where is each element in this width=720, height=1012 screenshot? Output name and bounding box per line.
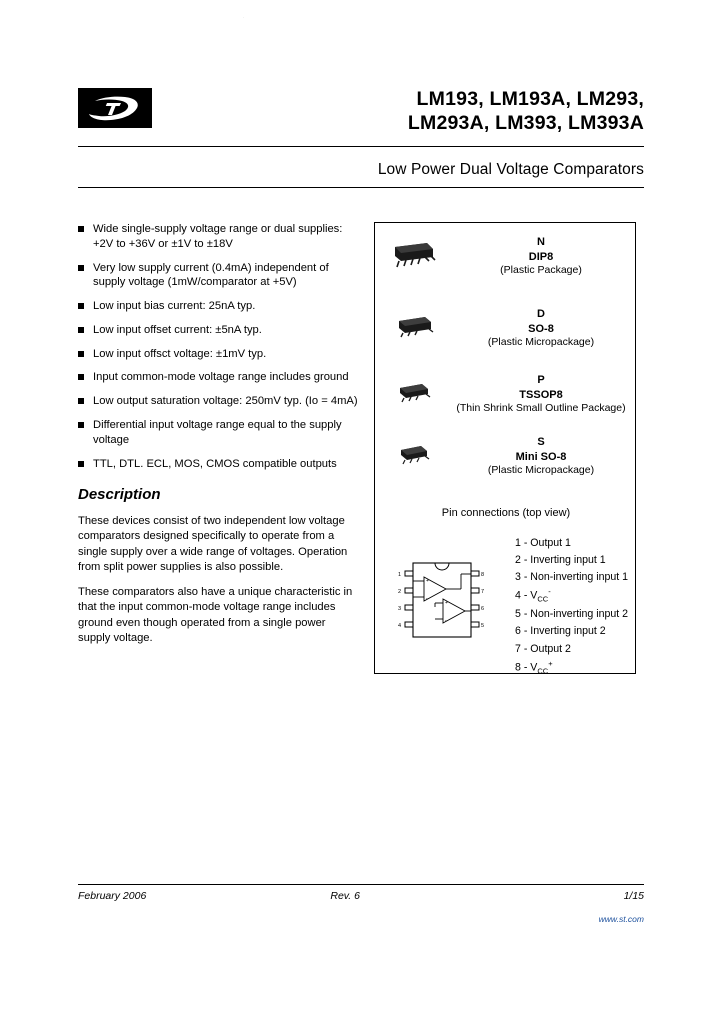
package-and-pinout-box (374, 222, 636, 674)
dip8-package-icon (375, 237, 453, 276)
footer-website-link[interactable]: www.st.com (598, 914, 644, 924)
pin-item: 1 - Output 1 (515, 537, 571, 549)
svg-text:–: – (426, 596, 429, 602)
package-entry-minso8 (375, 435, 637, 478)
so8-package-icon (375, 311, 453, 346)
package-desc: (Plastic Micropackage) (487, 464, 595, 477)
square-bullet-icon (78, 422, 84, 428)
svg-text:3: 3 (398, 606, 402, 612)
package-code: Mini SO-8 (515, 450, 567, 463)
feature-text: Input common-mode voltage range includes ground (93, 371, 349, 384)
square-bullet-icon (78, 327, 84, 333)
pin-item: 5 - Non-inverting input 2 (515, 608, 629, 621)
svg-text:6: 6 (481, 606, 485, 612)
svg-text:5: 5 (481, 623, 485, 629)
st-logo (78, 88, 152, 128)
feature-item (78, 347, 360, 362)
package-code: SO-8 (528, 322, 554, 335)
svg-text:7: 7 (481, 589, 485, 595)
description-paragraph: These devices consist of two independent low voltage comparators designed specifically to operate from a single supply over a wide range of voltages. Operation from split power supplies is also possible. (78, 515, 348, 573)
svg-text:2: 2 (398, 589, 402, 595)
feature-text: Low input offsct voltage: ±1mV typ. (93, 347, 267, 360)
pin-item: $4 - V_{CC}^-$ (515, 587, 551, 605)
pin-item: 7 - Output 2 (515, 642, 571, 655)
paper-speck: . (243, 14, 245, 20)
footer-page-number: 1/15 (623, 890, 644, 902)
package-desc: (Plastic Micropackage) (487, 336, 595, 349)
square-bullet-icon (78, 265, 84, 271)
square-bullet-icon (78, 303, 84, 309)
package-letter: D (537, 308, 545, 320)
footer-date: February 2006 (78, 890, 147, 902)
package-code: TSSOP8 (519, 388, 563, 401)
feature-text: Low output saturation voltage: 250mV typ. (Io = 4mA) (93, 395, 358, 408)
package-letter: S (537, 436, 545, 448)
package-entry-so8 (375, 307, 637, 350)
page-footer (78, 884, 644, 924)
square-bullet-icon (78, 351, 84, 357)
description-heading: Description (78, 486, 161, 504)
tssop8-package-icon (375, 377, 453, 412)
pin-list (515, 535, 628, 678)
st-logo-swoosh-icon (85, 93, 145, 123)
feature-item (78, 457, 360, 472)
package-desc: (Thin Shrink Small Outline Package) (456, 402, 626, 415)
svg-text:1: 1 (398, 572, 402, 578)
feature-text: Wide single-supply voltage range or dual supplies: +2V to +36V or ±1V to ±18V (93, 223, 343, 250)
pinout-title: Pin connections (top view) (441, 507, 571, 519)
features-and-description (78, 222, 360, 656)
square-bullet-icon (78, 374, 84, 380)
chip-pinout-diagram (391, 555, 503, 645)
package-entry-dip8 (375, 235, 637, 278)
svg-text:4: 4 (398, 623, 402, 629)
description-paragraph: These comparators also have a unique characteristic in that the input common-mode voltage range includes ground even though operated from a single power supply voltage. (78, 586, 353, 644)
pin-item: 2 - Inverting input 1 (515, 554, 606, 567)
package-entry-tssop8 (375, 373, 637, 416)
feature-text: TTL, DTL. ECL, MOS, CMOS compatible outputs (93, 457, 337, 470)
title-line-2: LM293A, LM393, LM393A (407, 111, 644, 134)
feature-text: Very low supply current (0.4mA) independent of supply voltage (1mW/comparator at +5V) (93, 261, 329, 289)
svg-text:–: – (445, 618, 448, 624)
title-line-1: LM193, LM193A, LM293, (416, 88, 644, 110)
feature-item (78, 222, 360, 252)
svg-text:+: + (426, 578, 429, 584)
feature-item (78, 323, 360, 338)
package-desc: (Plastic Package) (500, 264, 582, 277)
pin-item: 6 - Inverting input 2 (515, 625, 606, 638)
footer-revision: Rev. 6 (330, 890, 360, 902)
package-code: DIP8 (528, 250, 554, 263)
page-title (152, 88, 644, 136)
square-bullet-icon (78, 398, 84, 404)
feature-text: Low input bias current: 25nA typ. (93, 300, 256, 313)
feature-text: Differential input voltage range equal to the supply voltage (93, 419, 342, 446)
feature-item (78, 299, 360, 314)
pin-item: $8 - V_{CC}^+$ (515, 658, 553, 676)
svg-text:8: 8 (481, 572, 485, 578)
svg-text:+: + (445, 600, 448, 606)
feature-item (78, 418, 360, 448)
page-header (78, 88, 644, 188)
package-letter: P (537, 374, 545, 386)
package-letter: N (537, 236, 545, 248)
feature-item (78, 261, 360, 291)
square-bullet-icon (78, 461, 84, 467)
feature-item (78, 370, 360, 385)
document-subtitle: Low Power Dual Voltage Comparators (377, 160, 644, 178)
pin-item: 3 - Non-inverting input 1 (515, 571, 629, 584)
subtitle-divider (78, 187, 644, 188)
footer-divider (78, 884, 644, 885)
header-divider (78, 146, 644, 147)
feature-item (78, 394, 360, 409)
minso8-package-icon (375, 440, 453, 473)
feature-text: Low input offset current: ±5nA typ. (93, 323, 262, 336)
square-bullet-icon (78, 226, 84, 232)
